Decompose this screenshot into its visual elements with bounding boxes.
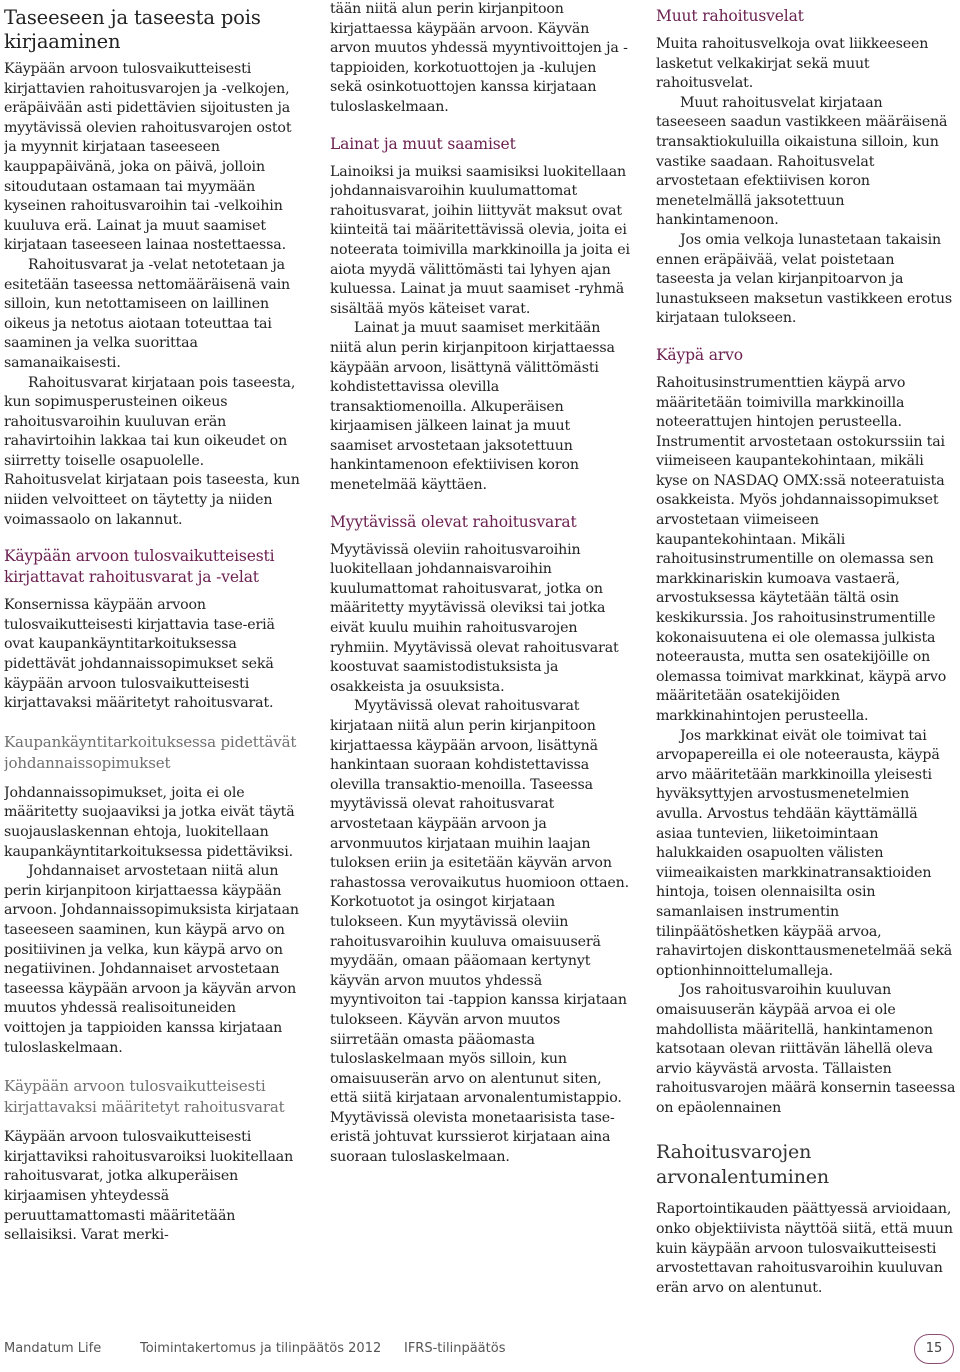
column-middle: [330, 0, 630, 1305]
column-right: [656, 0, 956, 1305]
paragraph: tään niitä alun perin kirjanpitoon kirjattaessa käypään arvoon. Käyvän arvon muutos yhdessä myyntivoittojen ja -tappioiden, korkotuottojen ja -kulujen sekä osinkotuottojen kanssa kirjataan tuloslaskelmaan.: [330, 1, 628, 115]
footer-report-title: Toimintakertomus ja tilinpäätös 2012: [140, 1341, 382, 1356]
paragraph: Lainoiksi ja muiksi saamisiksi luokitellaan johdannaisvaroihin kuulumattomat rahoitusvarat, joihin liittyvät maksut ovat kiinteitä tai määritettävissä olevia, joita ei noteerata toimivilla markkinoilla ja joita ei aiota myydä välittömästi tai lyhyen ajan kuluessa. Lainat ja muut saamiset -ryhmä sisältää myös käteiset varat.: [330, 163, 630, 317]
paragraph: Jos markkinat eivät ole toimivat tai arvopapereilla ei ole noteerausta, käypä arvo määritetään markkinoilla yleisesti hyväksyttyjen arvostusmenetelmien avulla. Arvostus tehdään käyttämällä asiaa tuntevien, liiketoimintaan halukkaiden osapuolten välisten viimeaikaisten markkinatransaktioiden hintoja, toisen olennaisilta osin samanlaisen instrumentin tilinpäätöshetken käypää arvoa, rahavirtojen diskonttausmenetelmää sekä optionhinnoittelumalleja.: [656, 727, 953, 979]
subheading-designated-fvtpl: Käypään arvoon tulosvaikutteisesti kirjattavaksi määritetyt rahoitusvarat: [4, 1077, 285, 1117]
paragraph: Myytävissä olevat rahoitusvarat kirjataan niitä alun perin kirjanpitoon kirjattaessa käypään arvoon, lisättynä hankintaan suoraan kohdistettavissa olevilla transaktio-menoilla. Taseessa myytävissä olevat rahoitusvarat arvostetaan käypään arvoon ja arvonmuutos kirjataan muihin laajan tuloksen eriin ja esitetään käyvän arvon rahastossa verovaikutus huomioon ottaen. Korkotuotot ja osingot kirjataan tulokseen. Kun myytävissä oleviin rahoitusvaroihin kuuluva omaisuuserä myydään, omaan pääomaan kertynyt käyvän arvon muutos yhdessä myyntivoiton tai -tappion kanssa kirjataan tulokseen. Käyvän arvon muutos siirretään omasta pääomasta tuloslaskelmaan myös silloin, kun omaisuuserän arvo on alentunut siten, että siitä kirjataan arvonalentumistappio. Myytävissä olevista monetaarisista tase-eristä johtuvat kurssierot kirjataan aina suoraan tuloslaskelmaan.: [330, 698, 629, 1166]
paragraph: Käypään arvoon tulosvaikutteisesti kirjattaviksi rahoitusvaroiksi luokitellaan rahoitusvarat, jotka alkuperäisen kirjaamisen yhteydessä peruuttamattomasti määritetään sellaisiksi. Varat merki-: [4, 1129, 294, 1244]
heading-loans-receivables: Lainat ja muut saamiset: [330, 134, 516, 153]
subheading-trading-derivatives: Kaupankäyntitarkoituksessa pidettävät johdannaissopimukset: [4, 732, 297, 772]
paragraph: Rahoitusvarat ja -velat netotetaan ja esitetään taseessa nettomääräisenä vain silloin, kun netottamiseen on laillinen oikeus ja netotus aiotaan toteuttaa tai saaminen ja velka suorittaa samanaikaisesti.: [4, 256, 291, 371]
paragraph: Rahoitusvarat kirjataan pois taseesta, kun sopimusperusteinen oikeus rahoitusvaroihin kuuluvan erän rahavirtoihin lakkaa tai kun oikeudet on siirretty toiselle osapuolelle. Rahoitusvelat kirjataan pois taseesta, kun niiden velvoitteet on täytetty ja niiden voimassaolo on lakannut.: [4, 374, 300, 528]
paragraph: Konsernissa käypään arvoon tulosvaikutteisesti kirjattavia tase-eriä ovat kaupankäyntitarkoituksessa pidettävät johdannaissopimukset sekä käypään arvoon tulosvaikutteisesti kirjattavaksi määritetyt rahoitusvarat.: [4, 597, 275, 712]
heading-available-for-sale: Myytävissä olevat rahoitusvarat: [330, 512, 577, 531]
paragraph: Johdannaissopimukset, joita ei ole määritetty suojaaviksi ja jotka eivät täytä suojauslaskennan ehtoja, luokitellaan kaupankäyntitarkoituksessa pidettäviksi.: [4, 784, 295, 860]
paragraph: Rahoitusinstrumenttien käypä arvo määritetään toimivilla markkinoilla noteerattujen hintojen perusteella. Instrumentit arvostetaan ostokurssiin tai viimeiseen kaupantekohintaan, mikäli kyse on NASDAQ OMX:ssä noteeratuista osakkeista. Myös johdannaissopimukset arvostetaan viimeiseen kaupantekohintaan. Mikäli rahoitusinstrumentille on olemassa sen markkinariskin kumoava vastaerä, arvostuksessa käytetään tältä osin keskikurssia. Jos rahoitusinstrumentille kokonaisuutena ei ole olemassa julkista noteerausta, mutta sen osatekijöille on olemassa toimivat markkinat, käypä arvo määritetään osatekijöiden markkinahintojen perusteella.: [656, 374, 947, 724]
paragraph: Johdannaiset arvostetaan niitä alun perin kirjanpitoon kirjattaessa käypään arvoon. Johdannaissopimuksista kirjataan taseeseen saaminen, kun käypä arvo on positiivinen ja velka, kun käypä arvo on negatiivinen. Johdannaiset arvostetaan taseessa käypään arvoon ja käyvän arvon muutos yhdessä realisoituneiden voittojen ja tappioiden kanssa kirjataan tuloslaskelmaan.: [4, 863, 299, 1056]
footer-section: IFRS-tilinpäätös: [404, 1341, 506, 1356]
heading-other-liabilities: Muut rahoitusvelat: [656, 7, 804, 25]
heading-impairment: Rahoitusvarojen arvonalentuminen: [656, 1141, 829, 1189]
footer-company: Mandatum Life: [4, 1341, 102, 1356]
paragraph: Jos omia velkoja lunastetaan takaisin ennen eräpäivää, velat poistetaan taseesta ja velan kirjanpitoarvon ja lunastukseen maksetun vastikkeen erotus kirjataan tulokseen.: [656, 231, 952, 327]
heading-fair-value: Käypä arvo: [656, 345, 743, 364]
paragraph: Käypään arvoon tulosvaikutteisesti kirjattavien rahoitusvarojen ja -velkojen, eräpäivään asti pidettävien sijoitusten ja myytävissä olevien rahoitusvarojen ostot ja myynnit kirjataan taseeseen kauppapäivänä, joka on päivä, jolloin sitoudutaan ostamaan tai myymään kyseinen rahoitusvaroihin tai -velkoihin kuuluva erä. Lainat ja muut saamiset kirjataan taseeseen lainaa nostettaessa.: [4, 61, 292, 254]
page-number-badge: 15: [914, 1334, 954, 1364]
section-title-recognition: Taseeseen ja taseesta pois kirjaaminen: [4, 6, 261, 53]
paragraph: Raportointikauden päättyessä arvioidaan, onko objektiivista näyttöä siitä, että muun kuin käypään arvoon tulosvaikutteisesti arvostettavan rahoitusvaroihin kuuluvan erän arvo on alentunut.: [656, 1201, 953, 1296]
paragraph: Muita rahoitusvelkoja ovat liikkeeseen lasketut velkakirjat sekä muut rahoitusvelat.: [656, 36, 929, 92]
paragraph: Myytävissä oleviin rahoitusvaroihin luokitellaan johdannaisvaroihin kuulumattomat rahoitusvarat, jotka on määritetty myytävissä oleviksi tai jotka eivät kuulu muihin rahoitusvarojen ryhmiin. Myytävissä olevat rahoitusvarat koostuvat saamistodistuksista ja osakkeista ja osuuksista.: [330, 541, 619, 695]
page-footer: [0, 1332, 960, 1368]
column-left: [4, 0, 300, 1305]
paragraph: Lainat ja muut saamiset merkitään niitä alun perin kirjanpitoon kirjattaessa käypään arvoon, lisättynä välittömästi kohdistettavissa olevilla transaktiomenoilla. Alkuperäisen kirjaamisen jälkeen lainat ja muut saamiset arvostetaan jaksotettuun hankintamenoon efektiivisen koron menetelmää käyttäen.: [330, 320, 615, 494]
heading-fvtpl: Käypään arvoon tulosvaikutteisesti kirjattavat rahoitusvarat ja -velat: [4, 547, 275, 587]
paragraph: Muut rahoitusvelat kirjataan taseeseen saadun vastikkeen määräisenä transaktiokuluilla oikaistuna silloin, kun vastike saadaan. Rahoitusvelat arvostetaan efektiivisen koron menetelmällä jaksotettuun hankintamenoon.: [656, 94, 948, 229]
paragraph: Jos rahoitusvaroihin kuuluvan omaisuuserän käypää arvoa ei ole mahdollista määritellä, hankintamenon katsotaan olevan riittävän lähellä oleva arvio käyvästä arvosta. Tällaisten rahoitusvarojen määrä konsernin taseessa on epäolennainen: [656, 982, 956, 1116]
